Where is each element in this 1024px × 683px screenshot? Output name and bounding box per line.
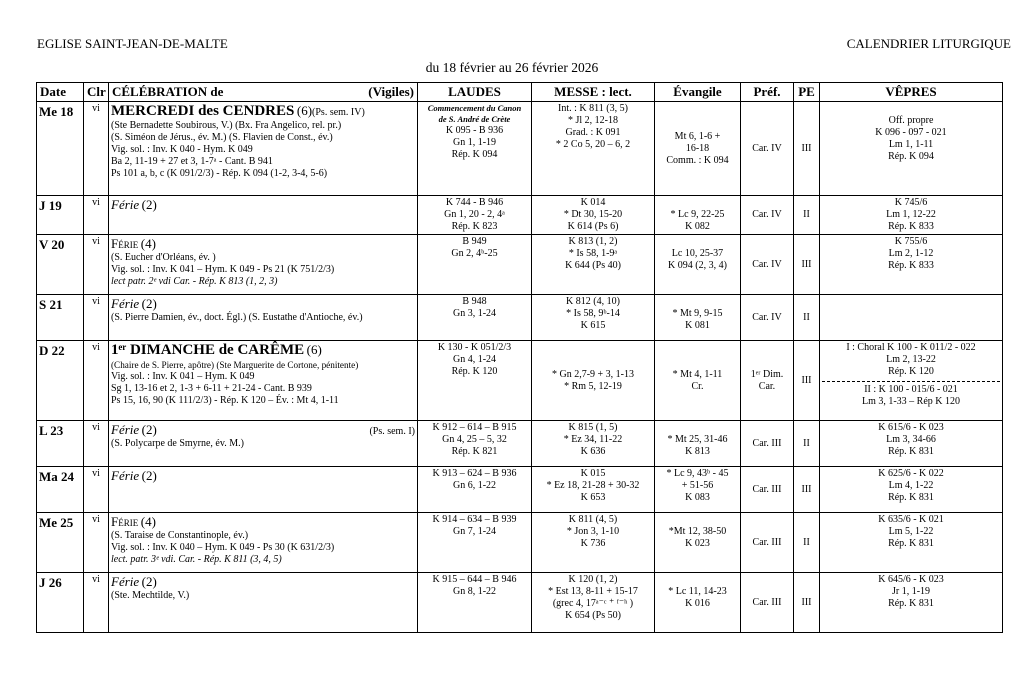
- row-messe: [532, 341, 655, 421]
- vepres-line: Lm 3, 1-33 – Rép K 120: [861, 396, 961, 407]
- row-evangile: [655, 573, 741, 633]
- vepres-line: Lm 1, 1-11: [888, 139, 934, 150]
- row-vepres: [820, 513, 1003, 573]
- celebration-line: (Ste Bernadette Soubirous, V.) (Bx. Fra Angelico, rel. pr.): [111, 120, 342, 131]
- celebration-title: Férie: [111, 468, 140, 483]
- celebration-title-group: [111, 468, 157, 484]
- celebration-heading: [111, 514, 415, 530]
- row-date: L 23: [37, 421, 84, 467]
- row-preface: Car. III: [741, 573, 794, 633]
- row-vepres: [820, 573, 1003, 633]
- laudes-line: Gn 4, 25 – 5, 32: [442, 434, 507, 445]
- messe-line: * Gn 2,7-9 + 3, 1-13: [551, 368, 635, 380]
- row-laudes: [418, 467, 532, 513]
- messe-line: K 811 (4, 5): [568, 514, 618, 525]
- evangile-line: K 094 (2, 3, 4): [668, 260, 727, 271]
- row-color: vi: [84, 341, 109, 421]
- row-celebration: [109, 295, 418, 341]
- messe-line: * Is 58, 9ᵇ-14: [566, 308, 620, 319]
- row-celebration: [109, 573, 418, 633]
- vepres-line: K 745/6: [894, 197, 928, 208]
- col-evangile: Évangile: [655, 83, 741, 102]
- header-row: [37, 83, 1003, 102]
- col-pref: Préf.: [741, 83, 794, 102]
- row-date: Me 18: [37, 102, 84, 196]
- row-vepres: [820, 421, 1003, 467]
- row-laudes: [418, 421, 532, 467]
- evangile-line: K 083: [685, 492, 710, 503]
- row-color: vi: [84, 102, 109, 196]
- col-pe: PE: [794, 83, 820, 102]
- celebration-line: (S. Pierre Damien, év., doct. Égl.) (S. Eustathe d'Antioche, év.): [111, 312, 363, 323]
- row-laudes: [418, 341, 532, 421]
- vepres-line: K 645/6 - K 023: [878, 574, 944, 585]
- laudes-note: Commencement du Canon: [427, 103, 522, 113]
- table-row: [37, 513, 1003, 573]
- vepres-second-block: [822, 381, 1000, 408]
- messe-line: * Rm 5, 12-19: [564, 380, 622, 392]
- row-preface: Car. III: [741, 513, 794, 573]
- messe-line: Grad. : K 091: [565, 127, 621, 138]
- laudes-line: K 130 - K 051/2/3: [437, 342, 512, 353]
- evangile-line: Lc 10, 25-37: [671, 248, 724, 259]
- vepres-line: Rép. K 831: [888, 492, 934, 503]
- messe-line: K 636: [580, 446, 606, 457]
- vepres-line: K 635/6 - K 021: [878, 514, 944, 525]
- celebration-title: Férie: [111, 574, 140, 589]
- celebration-line: Ps 101 a, b, c (K 091/2/3) - Rép. K 094 (1-2, 3-4, 5-6): [111, 168, 328, 179]
- row-pe: III: [794, 235, 820, 295]
- celebration-title-group: [111, 197, 157, 213]
- celebration-rank: (2): [141, 422, 157, 437]
- row-preface: 1ᵉʳ Dim. Car.: [741, 341, 794, 421]
- celebration-rank: (4): [140, 236, 156, 251]
- celebration-title-group: [111, 296, 157, 312]
- messe-line: K 654 (Ps 50): [565, 610, 621, 621]
- evangile-line: Cr.: [691, 380, 704, 392]
- celebration-heading: [111, 342, 415, 359]
- messe-line: * 2 Co 5, 20 – 6, 2: [555, 139, 631, 150]
- row-celebration: [109, 421, 418, 467]
- row-pe: III: [794, 573, 820, 633]
- row-messe: [532, 196, 655, 235]
- row-messe: [532, 235, 655, 295]
- celebration-rank: (4): [140, 514, 156, 529]
- row-celebration: [109, 513, 418, 573]
- row-preface: Car. IV: [741, 235, 794, 295]
- calendar-title: CALENDRIER LITURGIQUE: [846, 36, 1011, 51]
- messe-line: * Jon 3, 1-10: [566, 526, 620, 537]
- row-vepres: [820, 102, 1003, 196]
- celebration-line: (Chaire de S. Pierre, apôtre) (Ste Marguerite de Cortone, pénitente): [111, 360, 359, 370]
- row-date: S 21: [37, 295, 84, 341]
- messe-line: K 014: [580, 197, 606, 208]
- date-range: du 18 février au 26 février 2026: [425, 60, 599, 75]
- messe-line: Int. : K 811 (3, 5): [558, 103, 628, 114]
- row-messe: [532, 467, 655, 513]
- row-celebration: [109, 196, 418, 235]
- row-celebration: [109, 341, 418, 421]
- table-row: [37, 573, 1003, 633]
- row-color: vi: [84, 295, 109, 341]
- evangile-line: *Mt 12, 38-50: [668, 526, 727, 537]
- liturgical-calendar-table: [36, 82, 1003, 633]
- vepres-line: K 755/6: [894, 236, 928, 247]
- celebration-line: (S. Polycarpe de Smyrne, év. M.): [111, 438, 244, 449]
- evangile-line: * Lc 9, 43ᵇ - 45: [666, 468, 729, 479]
- evangile-line: Mt 6, 1-6 +: [674, 130, 721, 142]
- messe-line: K 812 (4, 10): [566, 296, 620, 307]
- celebration-rank: (6): [306, 342, 322, 357]
- laudes-line: Gn 7, 1-24: [452, 526, 497, 537]
- row-preface: Car. III: [741, 467, 794, 513]
- vepres-line: Off. propre: [888, 115, 934, 126]
- row-laudes: [418, 513, 532, 573]
- celebration-title-group: [111, 342, 322, 359]
- messe-line: K 644 (Ps 40): [565, 260, 621, 271]
- celebration-psalter-note: (Ps. sem. I): [369, 426, 415, 437]
- laudes-line: K 744 - B 946: [445, 197, 504, 208]
- church-name: EGLISE SAINT-JEAN-DE-MALTE: [37, 36, 228, 51]
- row-evangile: [655, 467, 741, 513]
- evangile-line: 16-18: [685, 142, 710, 154]
- row-vepres: [820, 196, 1003, 235]
- celebration-heading: [111, 103, 415, 120]
- messe-line: K 736: [580, 538, 606, 549]
- celebration-line: Sg 1, 13-16 et 2, 1-3 + 6-11 + 21-24 - Cant. B 939: [111, 383, 312, 394]
- vepres-line: II : K 100 - 015/6 - 021: [864, 384, 958, 395]
- vepres-line: Rép. K 120: [888, 366, 934, 377]
- celebration-rank: (2): [141, 197, 157, 212]
- laudes-line: K 914 – 634 – B 939: [432, 514, 517, 525]
- vepres-line: Rép. K 831: [888, 446, 934, 457]
- table-row: [37, 196, 1003, 235]
- celebration-title: Férie: [111, 197, 140, 212]
- laudes-line: Gn 6, 1-22: [452, 480, 497, 491]
- row-date: J 19: [37, 196, 84, 235]
- laudes-line: B 949: [462, 236, 487, 247]
- evangile-line: + 51-56: [681, 480, 714, 491]
- vepres-line: Rép. K 831: [888, 598, 934, 609]
- row-preface: Car. IV: [741, 102, 794, 196]
- row-laudes: [418, 295, 532, 341]
- celebration-heading: [111, 296, 415, 312]
- celebration-heading: [111, 197, 415, 213]
- celebration-heading: [111, 468, 415, 484]
- celebration-title-group: [111, 236, 156, 252]
- row-vepres: [820, 467, 1003, 513]
- row-laudes: [418, 235, 532, 295]
- celebration-title: 1ᵉʳ DIMANCHE de CARÊME: [111, 342, 305, 358]
- celebration-title: MERCREDI des CENDRES: [111, 103, 295, 119]
- row-evangile: [655, 102, 741, 196]
- messe-line: * Jl 2, 12-18: [568, 115, 618, 126]
- celebration-title: Férie: [111, 422, 140, 437]
- messe-line: K 015: [580, 468, 606, 479]
- celebration-title-group: [111, 514, 156, 530]
- celebration-title: Férie: [111, 296, 140, 311]
- vepres-line: Lm 2, 1-12: [888, 248, 934, 259]
- row-messe: [532, 513, 655, 573]
- row-pe: II: [794, 513, 820, 573]
- messe-line: K 653: [580, 492, 606, 503]
- row-celebration: [109, 467, 418, 513]
- celebration-line: Vig. sol. : Inv. K 041 – Hym. K 049: [111, 371, 255, 382]
- laudes-line: K 912 – 614 – B 915: [432, 422, 517, 433]
- laudes-line: Gn 2, 4ᵇ-25: [451, 248, 498, 259]
- table-row: [37, 102, 1003, 196]
- col-vigiles-label: (Vigiles): [368, 84, 414, 99]
- row-pe: II: [794, 295, 820, 341]
- row-messe: [532, 102, 655, 196]
- celebration-heading: [111, 574, 415, 590]
- laudes-line: Rép. K 823: [451, 221, 498, 232]
- vepres-line: K 625/6 - K 022: [878, 468, 944, 479]
- row-evangile: [655, 196, 741, 235]
- row-laudes: [418, 573, 532, 633]
- evangile-line: K 016: [685, 598, 710, 609]
- row-color: vi: [84, 573, 109, 633]
- row-evangile: [655, 513, 741, 573]
- row-preface: Car. IV: [741, 196, 794, 235]
- celebration-line: Vig. sol. : Inv. K 040 – Hym. K 049 - Ps 30 (K 631/2/3): [111, 542, 335, 553]
- row-evangile: [655, 341, 741, 421]
- vepres-line: Rép. K 833: [888, 221, 934, 232]
- laudes-note: de S. André de Crète: [438, 114, 511, 124]
- evangile-line: * Lc 9, 22-25: [670, 209, 725, 220]
- row-pe: II: [794, 421, 820, 467]
- vepres-line: K 615/6 - K 023: [878, 422, 944, 433]
- row-color: vi: [84, 513, 109, 573]
- messe-line: * Ez 34, 11-22: [563, 434, 623, 445]
- celebration-rank: (6): [296, 103, 313, 118]
- celebration-line: (S. Siméon de Jérus., év. M.) (S. Flavien de Const., év.): [111, 132, 333, 143]
- vepres-line: Rép. K 831: [888, 538, 934, 549]
- table-row: [37, 467, 1003, 513]
- celebration-rank: (2): [141, 468, 157, 483]
- row-evangile: [655, 421, 741, 467]
- table-row: [37, 341, 1003, 421]
- celebration-line: lect. patr. 3ᵉ vdi. Car. - Rép. K 811 (3, 4, 5): [111, 554, 282, 565]
- evangile-line: K 023: [685, 538, 710, 549]
- vepres-line: Jr 1, 1-19: [891, 586, 931, 597]
- laudes-line: Gn 1, 20 - 2, 4ᵃ: [444, 209, 505, 220]
- row-vepres: [820, 235, 1003, 295]
- messe-line: K 813 (1, 2): [568, 236, 618, 247]
- row-color: vi: [84, 196, 109, 235]
- celebration-line: (Ste. Mechtilde, V.): [111, 590, 190, 601]
- col-celebration-label: CÉLÉBRATION de: [112, 84, 224, 99]
- row-vepres: [820, 341, 1003, 421]
- row-pe: III: [794, 341, 820, 421]
- messe-line: (grec 4, 17ᵃ⁻ᶜ ⁺ ᶠ⁻ʰ ): [552, 598, 634, 609]
- col-celebration: [109, 83, 418, 102]
- laudes-line: Rép. K 094: [451, 149, 498, 160]
- messe-line: * Ez 18, 21-28 + 30-32: [546, 480, 640, 491]
- messe-line: K 615: [580, 320, 606, 331]
- messe-line: * Is 58, 1-9ᵃ: [568, 248, 618, 259]
- vepres-line: I : Choral K 100 - K 011/2 - 022: [846, 342, 976, 353]
- row-messe: [532, 295, 655, 341]
- row-evangile: [655, 295, 741, 341]
- col-clr: Clr: [84, 83, 109, 102]
- row-date: D 22: [37, 341, 84, 421]
- messe-line: * Est 13, 8-11 + 15-17: [548, 586, 638, 597]
- celebration-heading: [111, 236, 415, 252]
- laudes-line: B 948: [462, 296, 487, 307]
- messe-line: * Dt 30, 15-20: [563, 209, 623, 220]
- messe-line: K 120 (1, 2): [568, 574, 618, 585]
- row-preface: Car. III: [741, 421, 794, 467]
- laudes-line: K 913 – 624 – B 936: [432, 468, 517, 479]
- celebration-line: (S. Taraise de Constantinople, év.): [111, 530, 249, 541]
- row-laudes: [418, 102, 532, 196]
- vepres-line: Lm 5, 1-22: [888, 526, 934, 537]
- celebration-line: Ps 15, 16, 90 (K 111/2/3) - Rép. K 120 – Év. : Mt 4, 1-11: [111, 395, 339, 406]
- laudes-line: Gn 3, 1-24: [452, 308, 497, 319]
- evangile-line: * Mt 9, 9-15: [672, 308, 723, 319]
- col-messe: MESSE : lect.: [532, 83, 655, 102]
- evangile-line: K 082: [685, 221, 710, 232]
- table-row: [37, 421, 1003, 467]
- col-date: Date: [37, 83, 84, 102]
- row-pe: II: [794, 196, 820, 235]
- vepres-line: Lm 4, 1-22: [888, 480, 934, 491]
- celebration-line: Ba 2, 11-19 + 27 et 3, 1-7ᵃ - Cant. B 941: [111, 156, 273, 167]
- laudes-line: Gn 4, 1-24: [452, 354, 497, 365]
- evangile-line: K 081: [685, 320, 710, 331]
- celebration-title: Férie: [111, 236, 139, 251]
- row-pe: III: [794, 467, 820, 513]
- messe-line: K 815 (1, 5): [568, 422, 618, 433]
- vepres-line: Lm 1, 12-22: [886, 209, 936, 220]
- celebration-title-group: [111, 422, 157, 438]
- celebration-rank: (2): [141, 574, 157, 589]
- row-messe: [532, 573, 655, 633]
- celebration-rank: (2): [141, 296, 157, 311]
- celebration-title-group: [111, 574, 157, 590]
- messe-line: K 614 (Ps 6): [567, 221, 619, 232]
- col-vepres: VÊPRES: [820, 83, 1003, 102]
- row-date: J 26: [37, 573, 84, 633]
- celebration-psalter-note: (Ps. sem. IV): [312, 107, 365, 118]
- row-celebration: [109, 235, 418, 295]
- table-row: [37, 235, 1003, 295]
- vepres-line: Lm 2, 13-22: [886, 354, 936, 365]
- row-celebration: [109, 102, 418, 196]
- row-pe: III: [794, 102, 820, 196]
- row-evangile: [655, 235, 741, 295]
- row-color: vi: [84, 235, 109, 295]
- row-preface: Car. IV: [741, 295, 794, 341]
- evangile-line: K 813: [685, 446, 710, 457]
- celebration-line: (S. Eucher d'Orléans, év. ): [111, 252, 216, 263]
- vepres-line: Lm 3, 34-66: [886, 434, 936, 445]
- evangile-line: * Mt 25, 31-46: [667, 434, 728, 445]
- row-color: vi: [84, 421, 109, 467]
- col-laudes: LAUDES: [418, 83, 532, 102]
- celebration-heading: [111, 422, 415, 438]
- vepres-line: Rép. K 094: [888, 151, 934, 162]
- row-date: V 20: [37, 235, 84, 295]
- laudes-line: K 095 - B 936: [445, 125, 504, 136]
- row-date: Ma 24: [37, 467, 84, 513]
- row-laudes: [418, 196, 532, 235]
- laudes-line: Gn 1, 1-19: [452, 137, 497, 148]
- row-messe: [532, 421, 655, 467]
- celebration-line: Vig. sol. : Inv. K 041 – Hym. K 049 - Ps 21 (K 751/2/3): [111, 264, 335, 275]
- celebration-title: Férie: [111, 514, 139, 529]
- celebration-title-group: [111, 103, 365, 120]
- laudes-line: Rép. K 821: [451, 446, 498, 457]
- row-color: vi: [84, 467, 109, 513]
- evangile-line: * Lc 11, 14-23: [668, 586, 727, 597]
- laudes-line: K 915 – 644 – B 946: [432, 574, 517, 585]
- evangile-line: * Mt 4, 1-11: [672, 368, 723, 380]
- laudes-line: Rép. K 120: [451, 366, 498, 377]
- celebration-line: lect patr. 2ᵉ vdi Car. - Rép. K 813 (1, 2, 3): [111, 276, 278, 287]
- row-date: Me 25: [37, 513, 84, 573]
- table-row: [37, 295, 1003, 341]
- vepres-line: Rép. K 833: [888, 260, 934, 271]
- celebration-line: Vig. sol. : Inv. K 040 - Hym. K 049: [111, 144, 253, 155]
- evangile-line: Comm. : K 094: [666, 154, 729, 166]
- row-vepres: [820, 295, 1003, 341]
- vepres-line: K 096 - 097 - 021: [875, 127, 947, 138]
- laudes-line: Gn 8, 1-22: [452, 586, 497, 597]
